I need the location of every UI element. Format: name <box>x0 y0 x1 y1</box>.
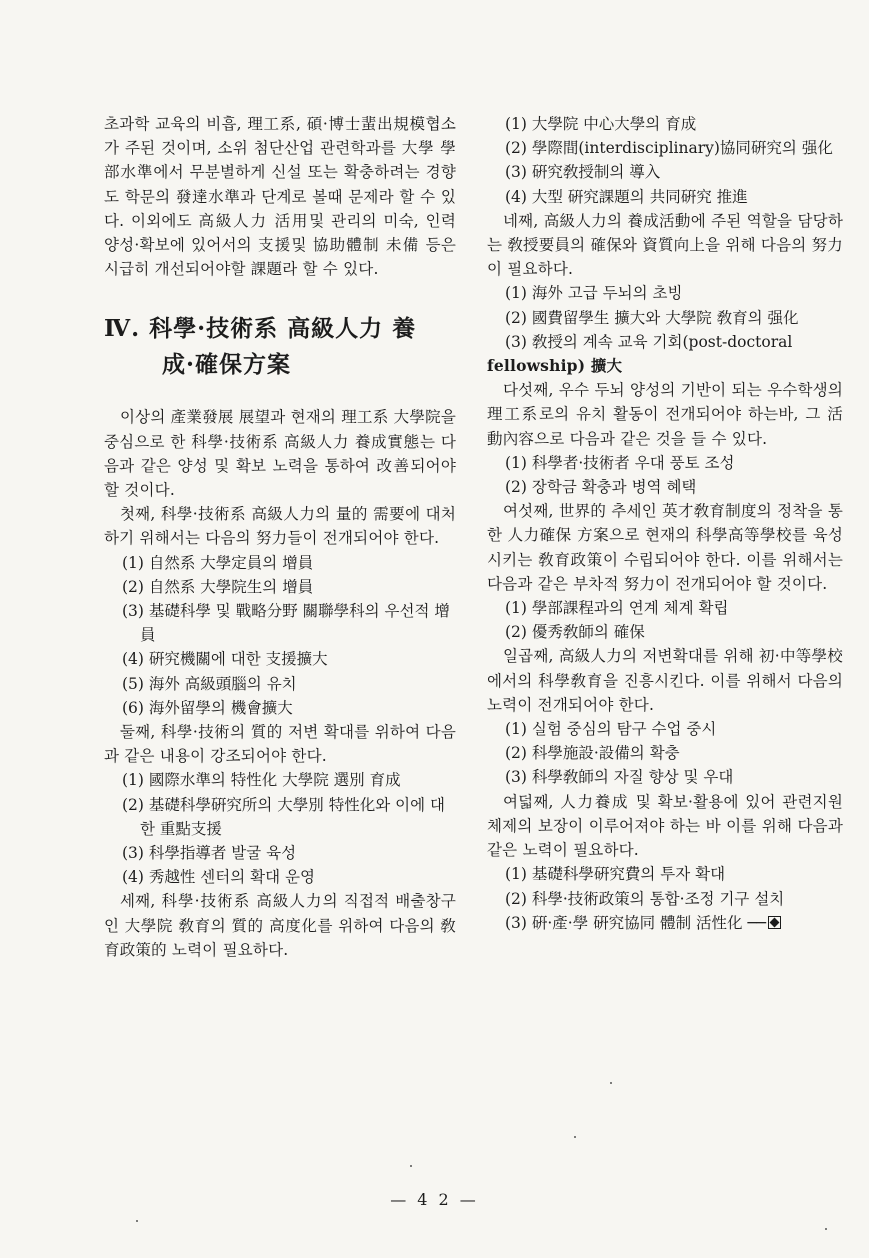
list-item: (4) 硏究機關에 대한 支援擴大 <box>122 650 328 669</box>
list-item: (3) 基礎科學 및 戰略分野 關聯學科의 우선적 增員 <box>122 602 450 645</box>
right-column <box>487 112 843 935</box>
paragraph-eighth: 여덟째, 人力養成 및 확보·활용에 있어 관련지원 체제의 보장이 이루어져야 하는 바 이를 위해 다음과 같은 노력이 필요하다. <box>487 792 843 860</box>
list-item: (2) 國費留學生 擴大와 大學院 敎育의 强化 <box>505 308 799 327</box>
scan-speck <box>825 1228 827 1230</box>
list-item: (2) 장학금 확충과 병역 혜택 <box>505 478 697 497</box>
list-item-last <box>487 911 843 935</box>
paragraph-second: 둘째, 科學·技術의 質的 저변 확대를 위하여 다음과 같은 내용이 강조되어야 한다. <box>104 723 456 766</box>
section-heading-line2: 成·確保方案 <box>162 351 292 379</box>
list-item: (1) 海外 고급 두뇌의 초빙 <box>505 284 683 303</box>
list-item: (6) 海外留學의 機會擴大 <box>122 698 293 717</box>
left-column <box>104 112 456 962</box>
list-item: (1) 基礎科學硏究費의 투자 확대 <box>505 865 726 884</box>
list-item: (1) 學部課程과의 연계 체계 확립 <box>505 599 729 618</box>
list-item-last-text: (3) 硏·產·學 硏究協同 體制 活性化 ── <box>505 913 767 932</box>
paragraph-sixth: 여섯째, 世界的 추세인 英才敎育制度의 정착을 통한 人力確保 方案으로 현재의 科學高等學校를 육성시키는 敎育政策이 수립되어야 한다. 이를 위해서는 다음과 같은 부차적 努力이 전개되어야 할 것이다. <box>487 502 843 593</box>
paragraph-intro-improvement: 이상의 產業發展 展望과 현재의 理工系 大學院을 중심으로 한 科學·技術系 高級人力 養成實態는 다음과 같은 양성 및 확보 노력을 통하여 改善되어야 할 것이다. <box>104 408 456 500</box>
list-item: (3) 科學敎師의 자질 향상 및 우대 <box>505 768 734 787</box>
list-item: (1) 科學者·技術者 우대 풍토 조성 <box>505 453 735 472</box>
list-item: (2) 基礎科學硏究所의 大學別 特性化와 이에 대한 重點支援 <box>122 795 445 838</box>
list-item: (4) 秀越性 센터의 확대 운영 <box>122 868 315 887</box>
section-heading <box>104 311 456 383</box>
list-item: (4) 大型 硏究課題의 共同硏究 推進 <box>505 187 748 206</box>
section-heading-line1: Ⅳ. 科學·技術系 高級人力 養 <box>104 315 417 343</box>
list-item: (2) 優秀敎師의 確保 <box>505 623 645 642</box>
list-item: (5) 海外 高級頭腦의 유치 <box>122 674 297 693</box>
list-item: (1) 실험 중심의 탐구 수업 중시 <box>505 720 717 739</box>
list-item: (3) 科學指導者 발굴 육성 <box>122 844 297 863</box>
paragraph-third: 세째, 科學·技術系 高級人力의 직접적 배출창구인 大學院 敎育의 質的 高度化를 위하여 다음의 敎育政策的 노력이 필요하다. <box>104 892 456 959</box>
end-of-article-icon <box>768 916 781 929</box>
list-item: (2) 科學·技術政策의 통합·조정 기구 설치 <box>505 889 785 908</box>
list-item: (2) 科學施設·設備의 확충 <box>505 744 680 763</box>
paragraph-seventh: 일곱째, 高級人力의 저변확대를 위해 初·中等學校에서의 科學敎育을 진흥시킨다. 이를 위해서 다음의 노력이 전개되어야 한다. <box>487 647 843 714</box>
page-number: — 4 2 — <box>390 1190 479 1209</box>
intro-paragraph: 초과학 교육의 비흡, 理工系, 碩·博士蜚出規模협소가 주된 것이며, 소위 첨단산업 관련학과를 大學 學部水準에서 무분별하게 신설 또는 확충하려는 경향도 학문의 發達水準과 단계로 볼때 문제라 할 수 있다. 이외에도 高級人力 活用및 관리의 미숙, 인력 양성·확보에 있어서의 支援및 協助體制 未備 등은 시급히 개선되어야할 課題라 할 수 있다. <box>104 115 456 279</box>
scan-speck <box>410 1165 412 1167</box>
list-item: (2) 自然系 大學院生의 增員 <box>122 577 314 596</box>
paragraph-first: 첫째, 科學·技術系 高級人力의 量的 需要에 대처하기 위해서는 다음의 努力들이 전개되어야 한다. <box>104 505 456 548</box>
list-item: (2) 學際間(interdisciplinary)協同硏究의 强化 <box>505 139 833 158</box>
list-item: (3) 硏究敎授制의 導入 <box>505 163 661 182</box>
list-item: (3) 敎授의 계속 교육 기회(post-doctoral <box>505 332 793 351</box>
list-item: (1) 自然系 大學定員의 增員 <box>122 553 314 572</box>
list-item-continuation: fellowship) 擴大 <box>487 356 623 376</box>
scan-speck <box>610 1082 612 1084</box>
list-item: (1) 國際水準의 特性化 大學院 選別 育成 <box>122 771 401 790</box>
scan-speck <box>136 1220 138 1222</box>
paragraph-fourth: 네째, 高級人力의 養成活動에 주된 역할을 담당하는 敎授要員의 確保와 資質向上을 위해 다음의 努力이 필요하다. <box>487 211 843 279</box>
paragraph-fifth: 다섯째, 우수 두뇌 양성의 기반이 되는 우수학생의 理工系로의 유치 활동이 전개되어야 하는바, 그 活動內容으로 다음과 같은 것을 들 수 있다. <box>487 381 843 448</box>
scan-speck <box>574 1136 576 1138</box>
list-item: (1) 大學院 中心大學의 育成 <box>505 115 697 133</box>
